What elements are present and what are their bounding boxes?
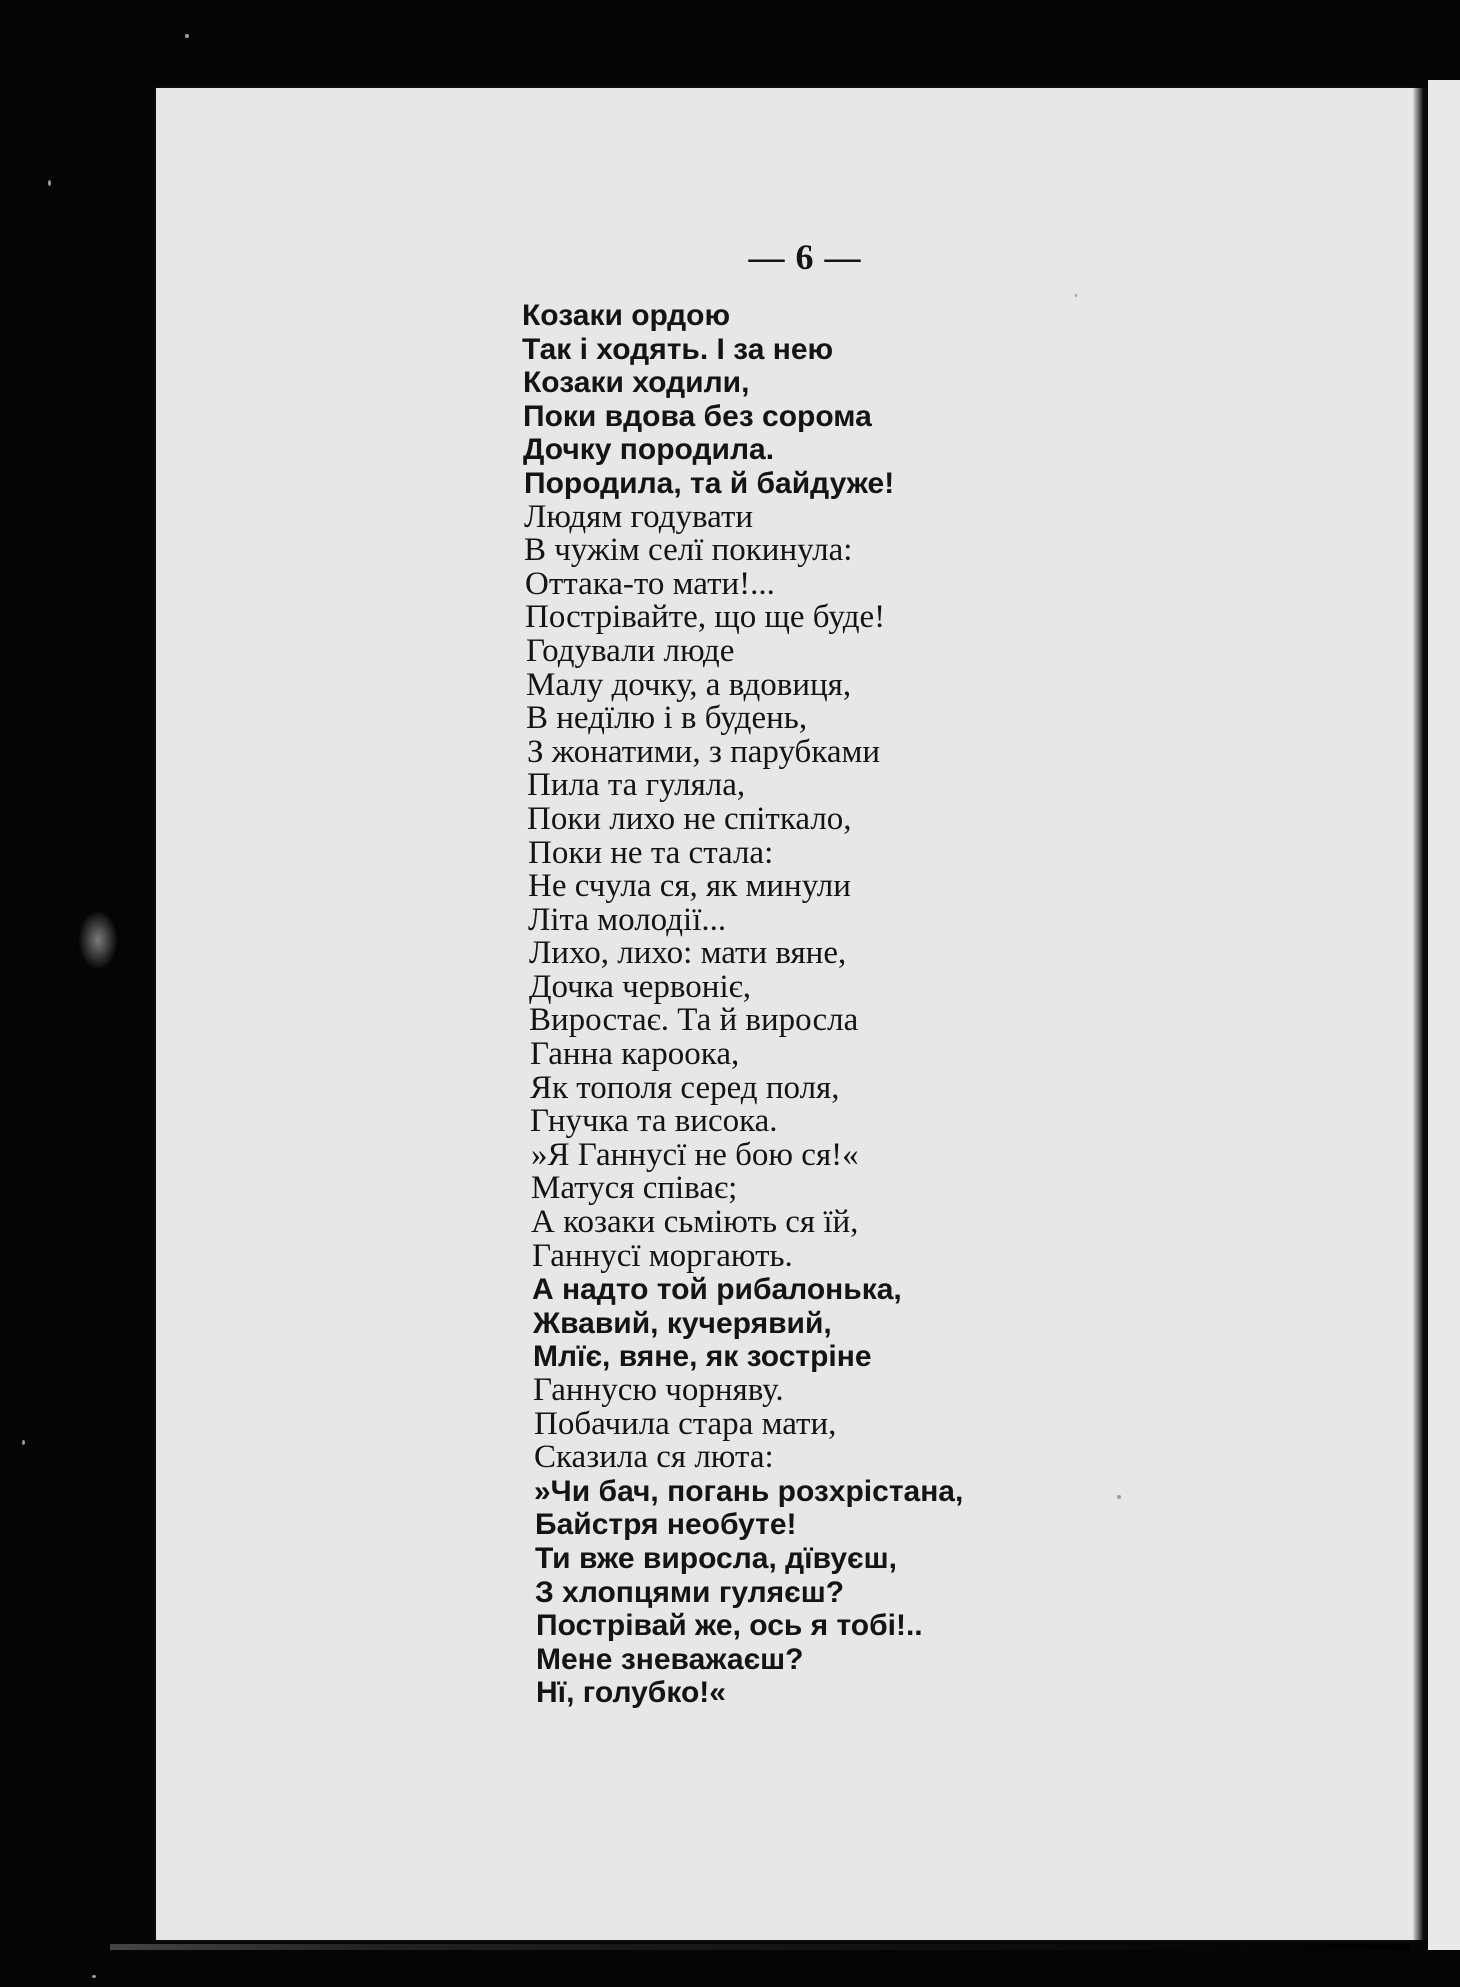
poem-text [522, 299, 963, 1710]
poem-line: Дочка червоніє, [529, 968, 752, 1005]
poem-line: Пострівайте, що ще буде! [525, 599, 886, 636]
poem-line: Ганна кароока, [530, 1036, 740, 1073]
scanner-light-glare [78, 910, 118, 970]
poem-line: Козаки ходили, [523, 366, 750, 400]
dust-speck [22, 1440, 25, 1445]
poem-line: Породила, та й байдуже! [524, 466, 895, 500]
poem-line: Людям годувати [524, 498, 754, 535]
poem-line: Мене зневажаєш? [536, 1642, 804, 1676]
poem-line: З жонатими, з парубками [527, 733, 881, 770]
dust-speck [185, 34, 189, 38]
scan-bottom-edge [110, 1944, 1410, 1950]
dust-speck [1075, 294, 1077, 297]
next-page-edge [1428, 80, 1460, 1950]
page-number: — 6 — [748, 237, 862, 277]
poem-line: »Чи бач, погань розхрістана, [534, 1474, 964, 1508]
poem-line: Годували люде [526, 632, 735, 669]
poem-line: Байстря необуте! [535, 1508, 797, 1542]
poem-line: Оттака-то мати!... [525, 565, 775, 602]
poem-line: З хлопцями гуляєш? [535, 1575, 845, 1609]
poem-line: Літа молодії... [528, 901, 727, 938]
poem-line: Виростає. Та й виросла [529, 1002, 859, 1039]
poem-line: Козаки ордою [522, 299, 731, 332]
poem-line: Не счула ся, як минули [528, 868, 851, 905]
poem-line: Побачила стара мати, [534, 1405, 837, 1442]
poem-line: Ганнусї моргають. [532, 1237, 793, 1274]
poem-line: В чужім селї покинула: [524, 532, 853, 569]
poem-line: Поки лихо не спіткало, [527, 800, 852, 837]
poem-line: Пострівай же, ось я тобі!.. [536, 1609, 923, 1643]
poem-line: В недїлю і в будень, [526, 700, 808, 737]
poem-line: А надто той рибалонька, [532, 1273, 902, 1307]
dust-speck [1117, 1495, 1121, 1499]
poem-line: Поки вдова без сорома [523, 399, 872, 433]
poem-line: »Я Ганнусї не бою ся!« [531, 1136, 859, 1173]
poem-line: Жвавий, кучерявий, [533, 1306, 832, 1340]
poem-line: А козаки сьміють ся їй, [531, 1204, 859, 1241]
poem-line: Ти вже виросла, дївуєш, [535, 1541, 897, 1575]
poem-line: Ганнусю чорняву. [533, 1372, 784, 1408]
poem-line: Нї, голубко!« [536, 1676, 726, 1710]
dust-speck [92, 1975, 96, 1978]
poem-line: Дочку породила. [523, 433, 775, 467]
poem-line: Матуся співає; [531, 1170, 738, 1207]
poem-line: Як тополя серед поля, [530, 1069, 840, 1106]
poem-line: Гнучка та висока. [530, 1103, 778, 1140]
poem-line: Сказила ся люта: [534, 1439, 774, 1476]
poem-line: Малу дочку, а вдовиця, [526, 666, 852, 703]
poem-line: Поки не та стала: [528, 834, 774, 871]
poem-line: Так і ходять. І за нею [522, 332, 834, 366]
dust-speck [48, 180, 51, 186]
page-fold-shadow [1413, 88, 1428, 1940]
poem-line: Млїє, вяне, як зостріне [533, 1340, 872, 1374]
poem-line: Лихо, лихо: мати вяне, [529, 935, 847, 972]
poem-line: Пила та гуляла, [527, 767, 746, 804]
